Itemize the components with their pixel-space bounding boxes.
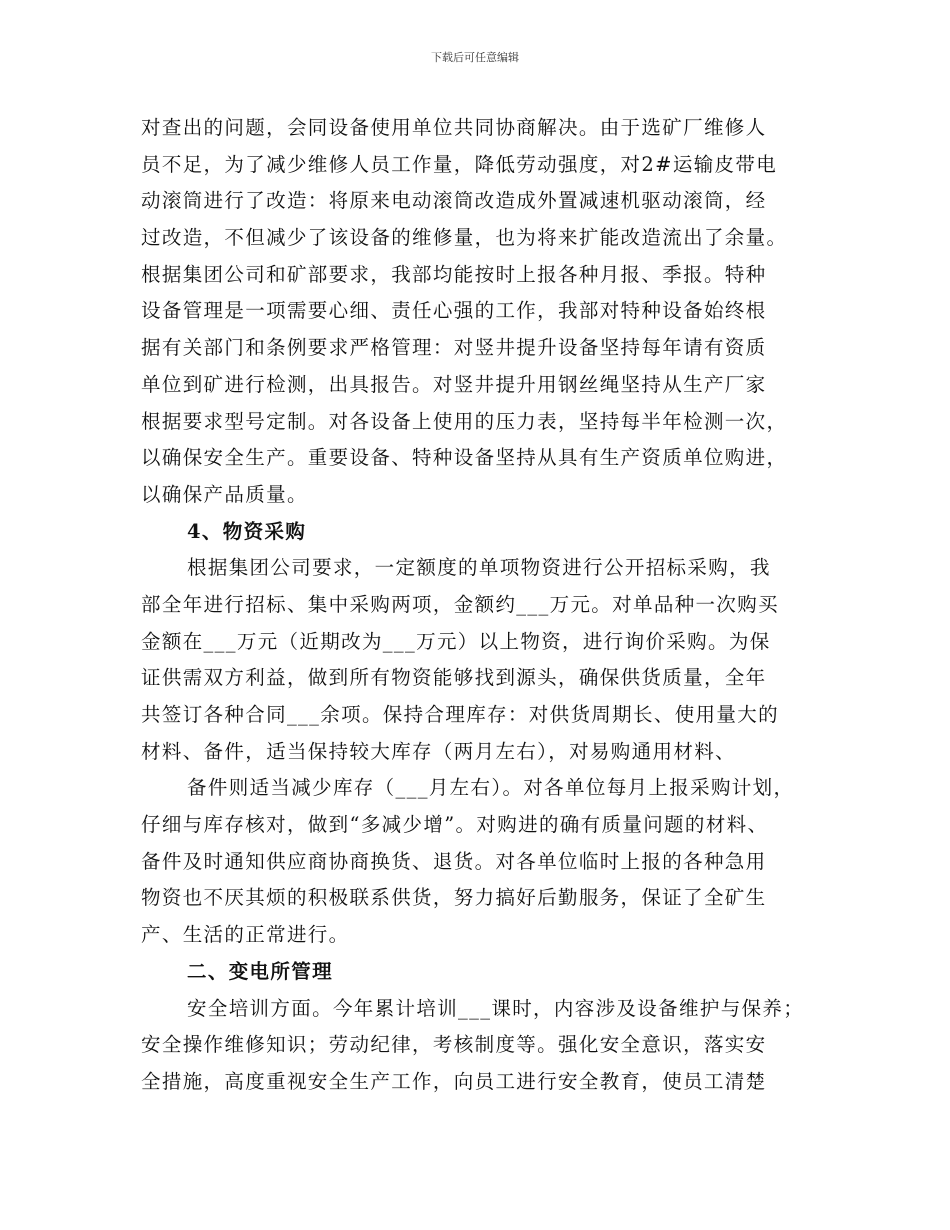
text-line: 根据集团公司和矿部要求，我部均能按时上报各种月报、季报。特种 bbox=[141, 262, 767, 286]
section-heading: 二、变电所管理 bbox=[187, 959, 333, 983]
text-line: 根据要求型号定制。对各设备上使用的压力表，坚持每半年检测一次， bbox=[141, 409, 788, 433]
text-line: 过改造，不但减少了该设备的维修量，也为将来扩能改造流出了余量。 bbox=[141, 226, 788, 250]
text-line: 全措施，高度重视安全生产工作，向员工进行安全教育，使员工清楚 bbox=[141, 1069, 767, 1093]
document-body bbox=[141, 110, 831, 1101]
text-line: 安全操作维修知识；劳动纪律，考核制度等。强化安全意识，落实安 bbox=[141, 1033, 767, 1057]
text-line: 证供需双方利益，做到所有物资能够找到源头，确保供货质量，全年 bbox=[141, 666, 767, 690]
text-line: 物资也不厌其烦的积极联系供货，努力搞好后勤服务，保证了全矿生 bbox=[141, 886, 767, 910]
text-line: 共签订各种合同___余项。保持合理库存：对供货周期长、使用量大的 bbox=[141, 703, 779, 726]
text-line: 金额在___万元（近期改为___万元）以上物资，进行询价采购。为保 bbox=[141, 629, 771, 653]
text-line: 材料、备件，适当保持较大库存（两月左右），对易购通用材料、 bbox=[141, 739, 736, 763]
text-line: 对查出的问题，会同设备使用单位共同协商解决。由于选矿厂维修人 bbox=[141, 116, 767, 139]
text-line: 备件则适当减少库存（___月左右）。对各单位每月上报采购计划， bbox=[187, 776, 795, 800]
text-line: 根据集团公司要求，一定额度的单项物资进行公开招标采购，我 bbox=[187, 556, 771, 580]
text-line: 单位到矿进行检测，出具报告。对竖井提升用钢丝绳坚持从生产厂家 bbox=[141, 372, 767, 396]
text-line: 仔细与库存核对，做到“多减少增”。对购进的确有质量问题的材料、 bbox=[141, 813, 769, 837]
text-line: 员不足，为了减少维修人员工作量，降低劳动强度，对2#运输皮带电 bbox=[141, 152, 778, 176]
text-line: 动滚筒进行了改造：将原来电动滚筒改造成外置减速机驱动滚筒，经 bbox=[141, 189, 767, 213]
page-header: 下载后可任意编辑 bbox=[431, 51, 519, 64]
text-line: 备件及时通知供应商协商换货、退货。对各单位临时上报的各种急用 bbox=[141, 849, 767, 873]
text-line: 设备管理是一项需要心细、责任心强的工作，我部对特种设备始终根 bbox=[141, 299, 767, 323]
text-line: 以确保安全生产。重要设备、特种设备坚持从具有生产资质单位购进， bbox=[141, 446, 788, 470]
text-line: 部全年进行招标、集中采购两项，金额约___万元。对单品种一次购买 bbox=[141, 592, 779, 616]
text-line: 安全培训方面。今年累计培训___课时，内容涉及设备维护与保养； bbox=[187, 996, 805, 1020]
text-line: 产、生活的正常进行。 bbox=[141, 923, 350, 947]
text-line: 据有关部门和条例要求严格管理：对竖井提升设备坚持每年请有资质 bbox=[141, 336, 767, 360]
text-line: 以确保产品质量。 bbox=[141, 482, 308, 506]
section-heading: 4、物资采购 bbox=[187, 519, 307, 543]
